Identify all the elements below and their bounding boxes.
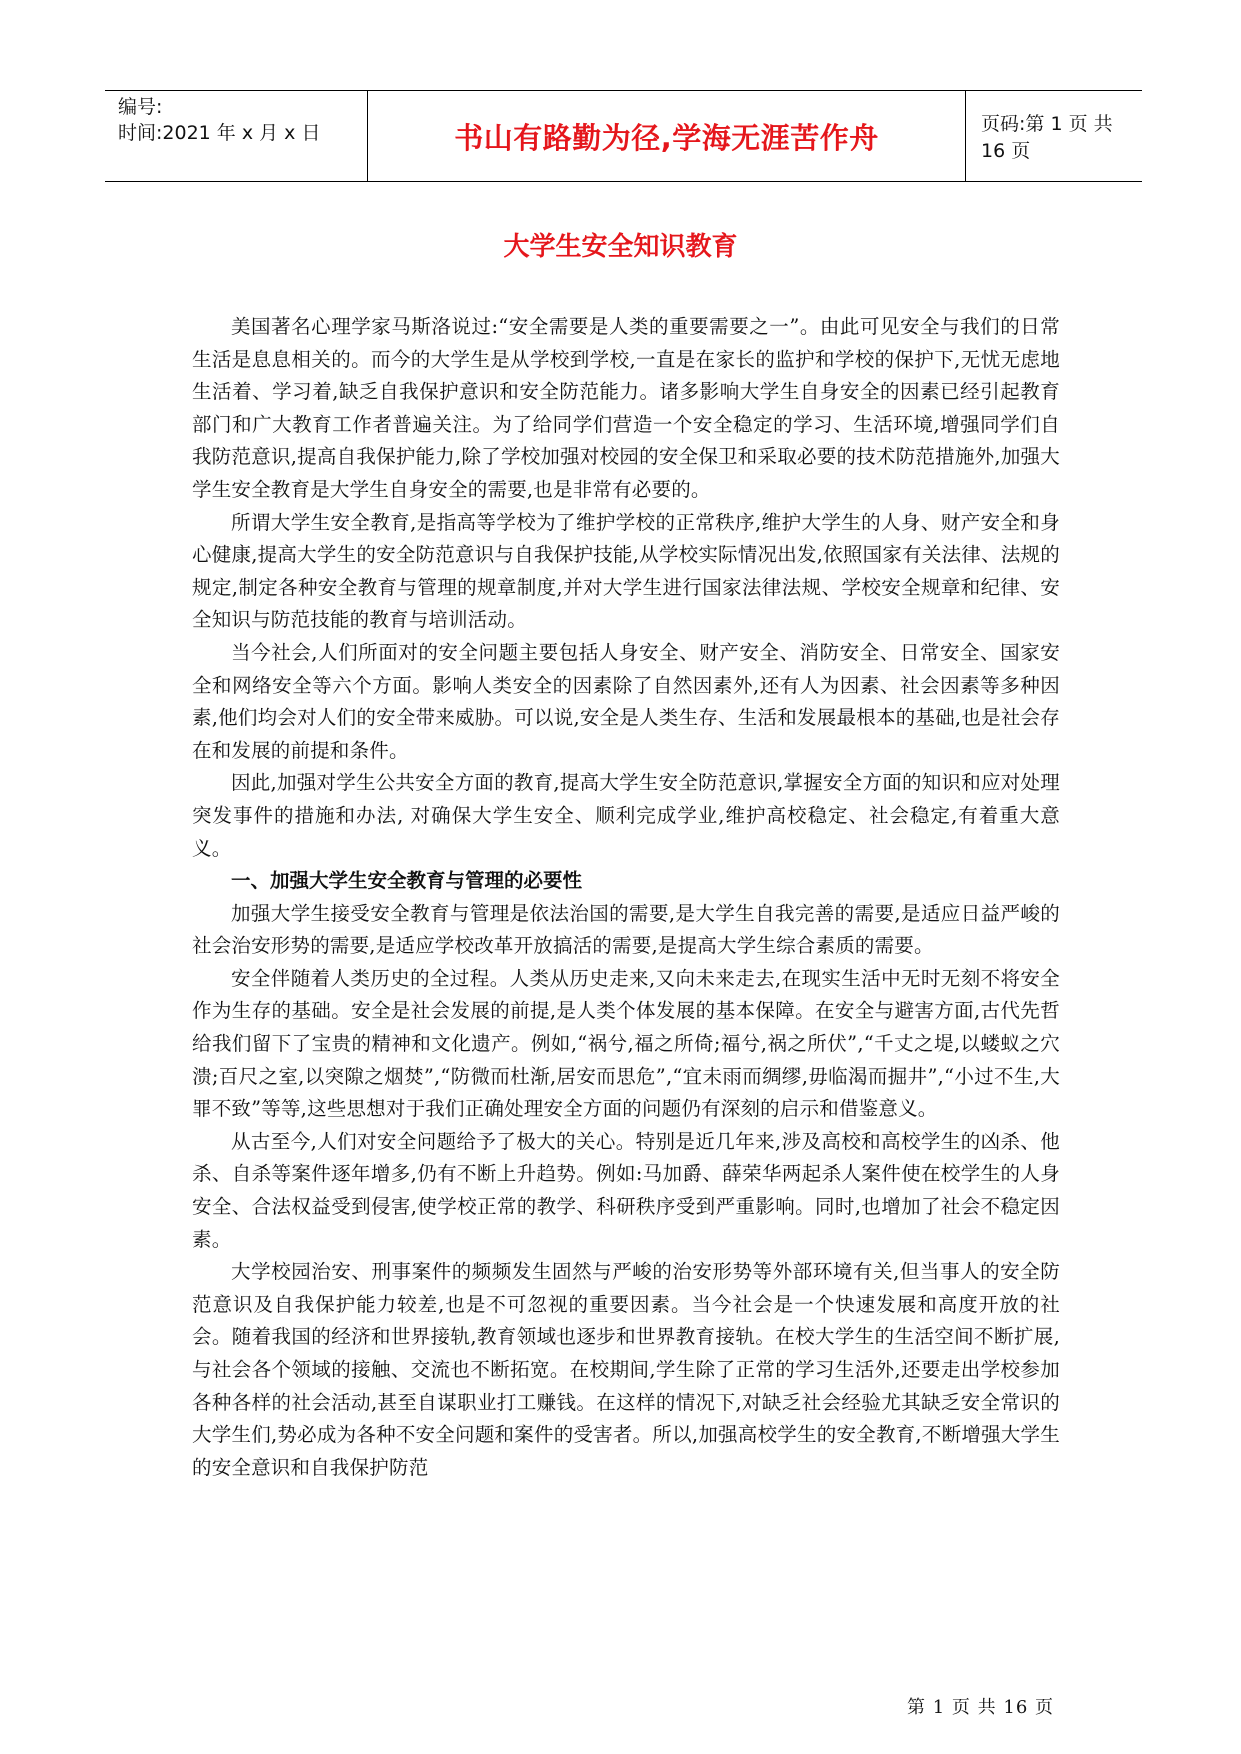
paragraph: 因此,加强对学生公共安全方面的教育,提高大学生安全防范意识,掌握安全方面的知识和应对处理突发事件的措施和办法, 对确保大学生安全、顺利完成学业,维护高校稳定、社会稳定,有着重大意义。 [192, 771, 1060, 860]
paragraph: 美国著名心理学家马斯洛说过:“安全需要是人类的重要需要之一”。由此可见安全与我们的日常生活是息息相关的。而今的大学生是从学校到学校,一直是在家长的监护和学校的保护下,无忧无虑地生活着、学习着,缺乏自我保护意识和安全防范能力。诸多影响大学生自身安全的因素已经引起教育部门和广大教育工作者普遍关注。为了给同学们营造一个安全稳定的学习、生活环境,增强同学们自我防范意识,提高自我保护能力,除了学校加强对校园的安全保卫和采取必要的技术防范措施外,加强大学生安全教育是大学生自身安全的需要,也是非常有必要的。 [192, 315, 1060, 501]
paragraph: 从古至今,人们对安全问题给予了极大的关心。特别是近几年来,涉及高校和高校学生的凶杀、他杀、自杀等案件逐年增多,仍有不断上升趋势。例如:马加爵、薛荣华两起杀人案件使在校学生的人身安全、合法权益受到侵害,使学校正常的教学、科研秩序受到严重影响。同时,也增加了社会不稳定因素。 [192, 1129, 1060, 1251]
document-time-label: 时间:2021 年 x 月 x 日 [118, 122, 321, 144]
section-heading: 一、加强大学生安全教育与管理的必要性 [231, 869, 583, 893]
header-page-info: 页码:第 1 页 共 16 页 [981, 113, 1113, 162]
document-title: 大学生安全知识教育 [503, 232, 738, 262]
header-table [105, 90, 1142, 182]
header-meta-cell [105, 91, 368, 181]
document-number-label: 编号: [118, 96, 163, 118]
paragraph: 大学校园治安、刑事案件的频频发生固然与严峻的治安形势等外部环境有关,但当事人的安全防范意识及自我保护能力较差,也是不可忽视的重要因素。当今社会是一个快速发展和高度开放的社会。随着我国的经济和世界接轨,教育领域也逐步和世界教育接轨。在校大学生的生活空间不断扩展,与社会各个领域的接触、交流也不断拓宽。在校期间,学生除了正常的学习生活外,还要走出学校参加各种各样的社会活动,甚至自谋职业打工赚钱。在这样的情况下,对缺乏社会经验尤其缺乏安全常识的大学生们,势必成为各种不安全问题和案件的受害者。所以,加强高校学生的安全教育,不断增强大学生的安全意识和自我保护防范 [192, 1260, 1060, 1479]
paragraph: 所谓大学生安全教育,是指高等学校为了维护学校的正常秩序,维护大学生的人身、财产安全和身心健康,提高大学生的安全防范意识与自我保护技能,从学校实际情况出发,依照国家有关法律、法规的规定,制定各种安全教育与管理的规章制度,并对大学生进行国家法律法规、学校安全规章和纪律、安全知识与防范技能的教育与培训活动。 [192, 510, 1060, 632]
page-footer: 第 1 页 共 16 页 [907, 1697, 1054, 1718]
paragraph: 加强大学生接受安全教育与管理是依法治国的需要,是大学生自我完善的需要,是适应日益严峻的社会治安形势的需要,是适应学校改革开放搞活的需要,是提高大学生综合素质的需要。 [192, 901, 1060, 958]
document-body [192, 311, 1060, 1484]
paragraph: 当今社会,人们所面对的安全问题主要包括人身安全、财产安全、消防安全、日常安全、国家安全和网络安全等六个方面。影响人类安全的因素除了自然因素外,还有人为因素、社会因素等多种因素,他们均会对人们的安全带来威胁。可以说,安全是人类生存、生活和发展最根本的基础,也是社会存在和发展的前提和条件。 [192, 640, 1060, 762]
header-motto: 书山有路勤为径,学海无涯苦作舟 [454, 120, 879, 155]
header-motto-cell [368, 91, 966, 181]
header-page-cell [966, 91, 1142, 181]
paragraph: 安全伴随着人类历史的全过程。人类从历史走来,又向未来走去,在现实生活中无时无刻不将安全作为生存的基础。安全是社会发展的前提,是人类个体发展的基本保障。在安全与避害方面,古代先哲给我们留下了宝贵的精神和文化遗产。例如,“祸兮,福之所倚;福兮,祸之所伏”,“千丈之堤,以蝼蚁之穴溃;百尺之室,以突隙之烟焚”,“防微而杜渐,居安而思危”,“宜未雨而绸缪,毋临渴而掘井”,“小过不生,大罪不致”等等,这些思想对于我们正确处理安全方面的问题仍有深刻的启示和借鉴意义。 [192, 966, 1060, 1121]
